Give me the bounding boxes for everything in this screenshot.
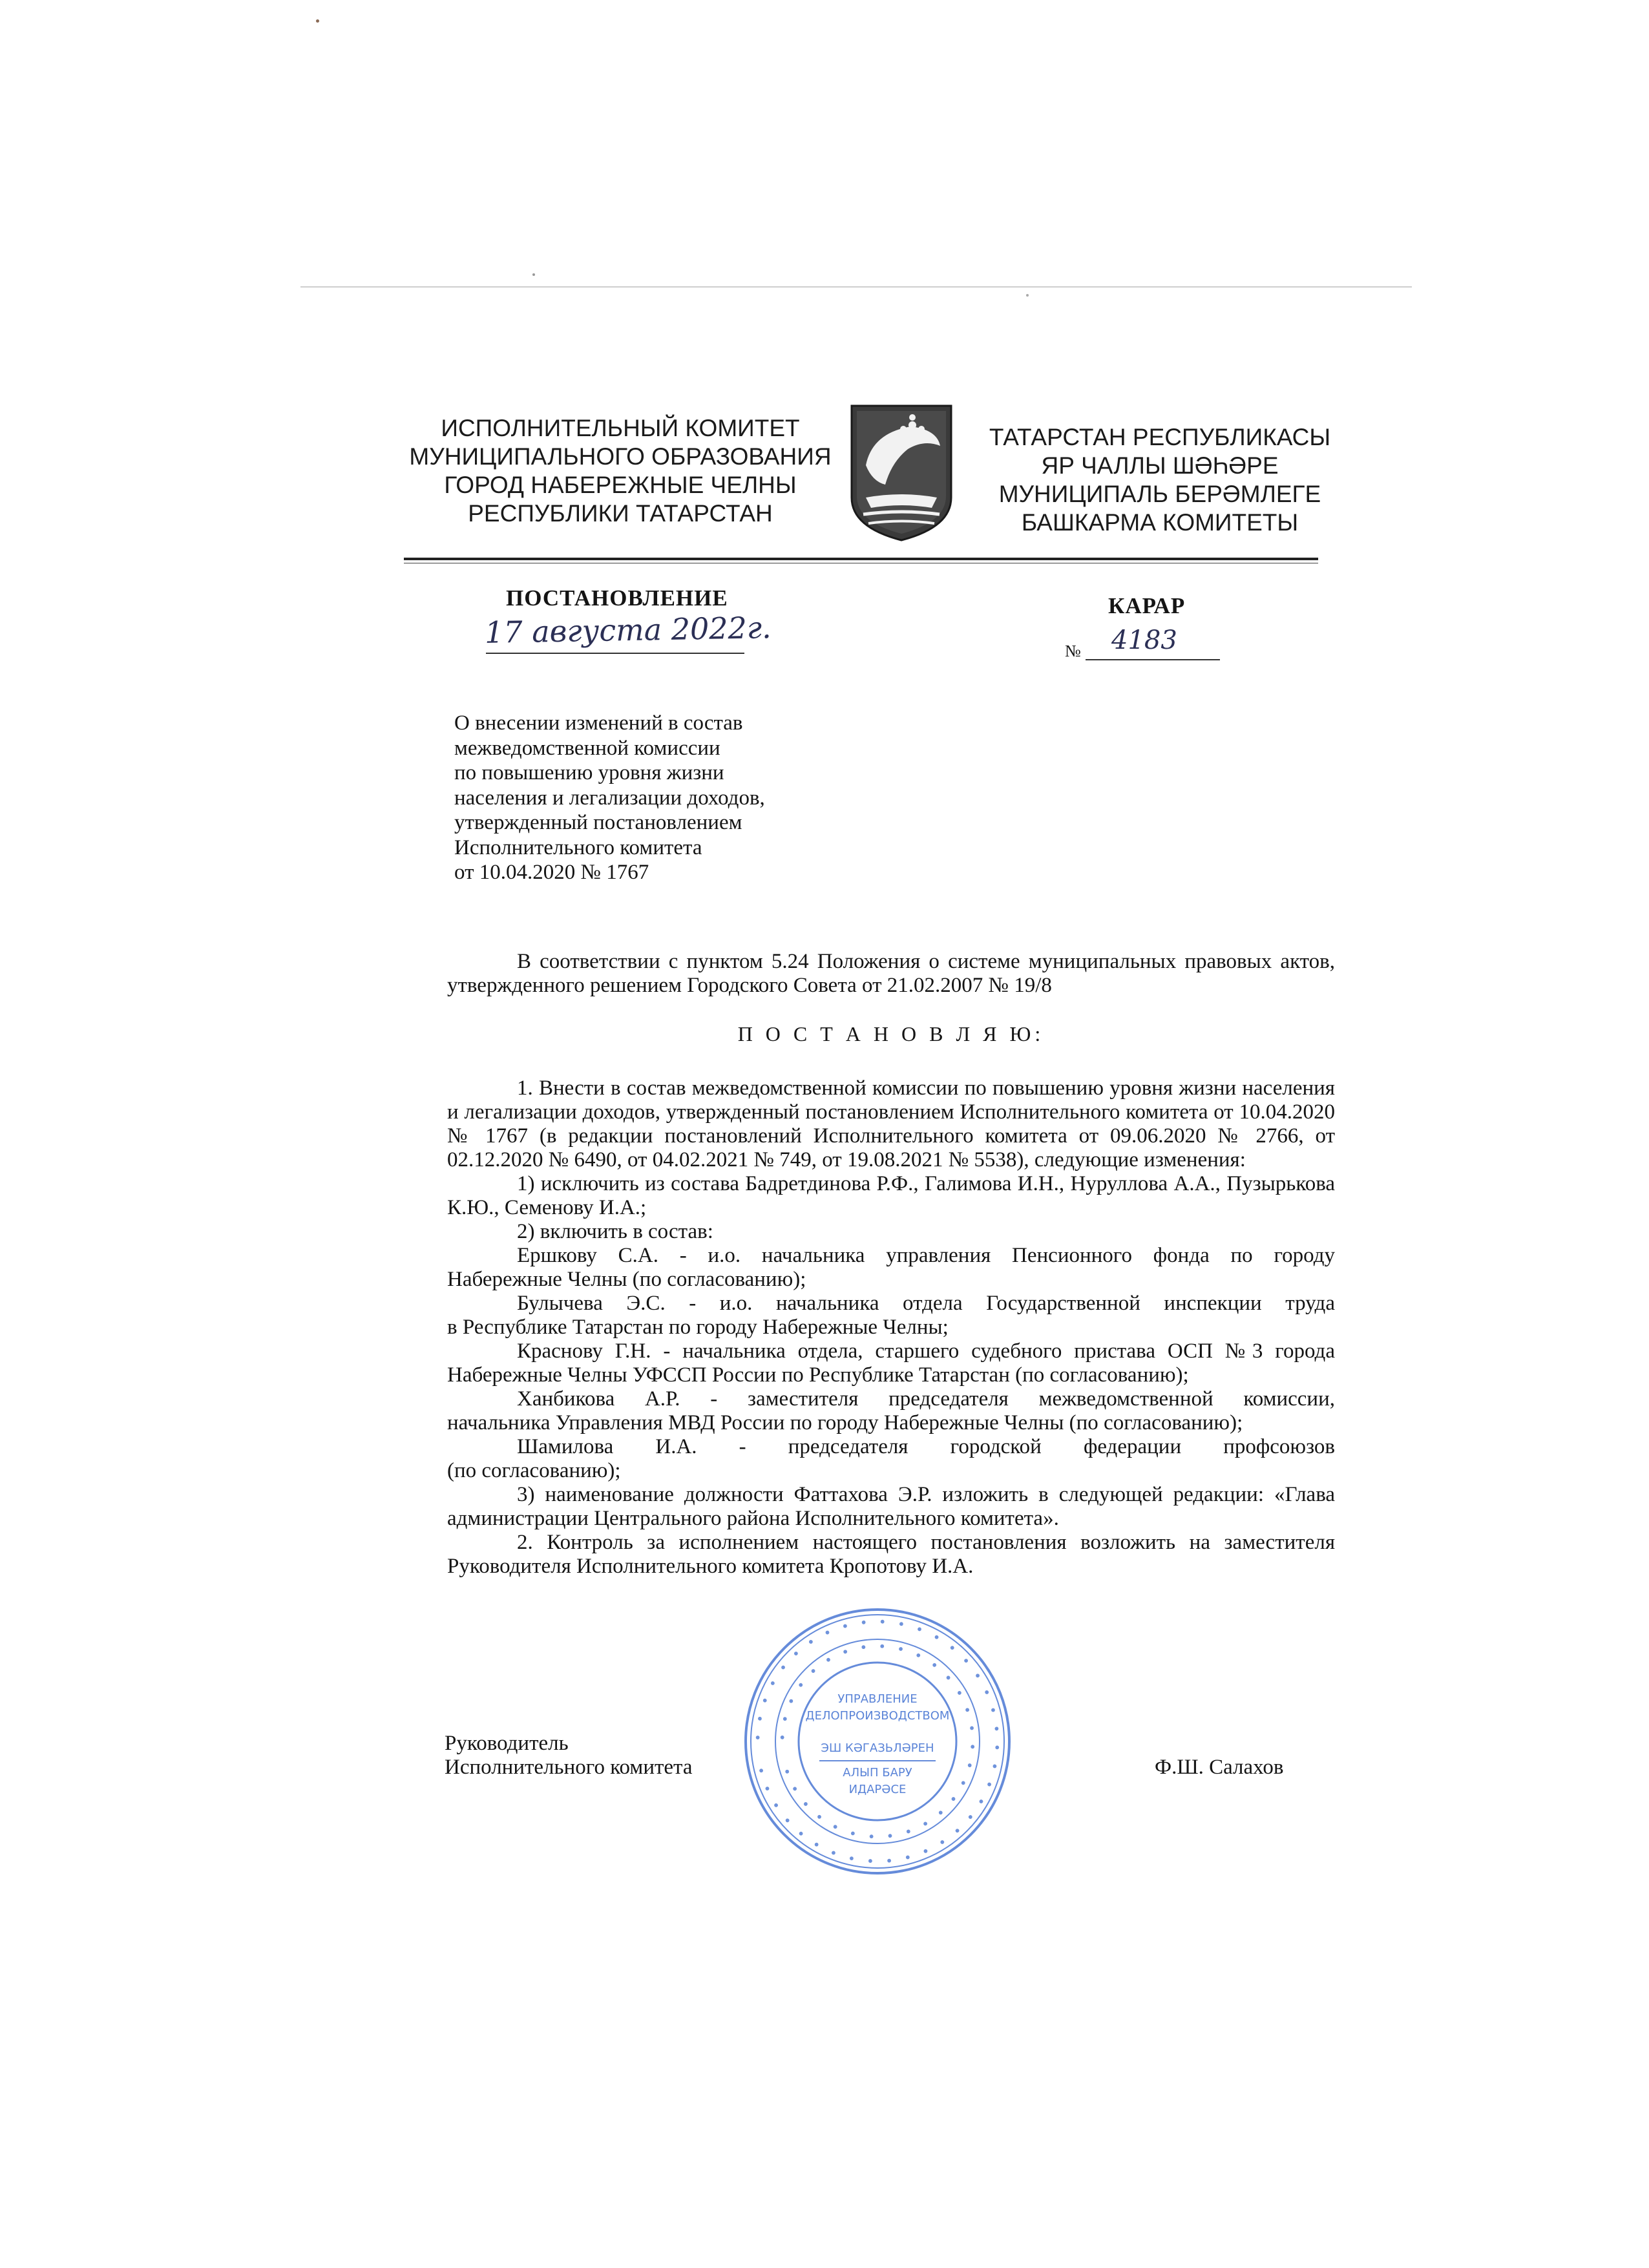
header-right-line: БАШКАРМА КОМИТЕТЫ — [1021, 509, 1299, 536]
official-stamp — [742, 1606, 1013, 1877]
header-left-line: ГОРОД НАБЕРЕЖНЫЕ ЧЕЛНЫ — [444, 472, 797, 498]
member-entry-second-line: Набережные Челны УФССП России по Республике Татарстан (по согласованию); — [447, 1363, 1189, 1387]
header-right-line: МУНИЦИПАЛЬ БЕРӘМЛЕГЕ — [998, 481, 1321, 507]
subject-line: О внесении изменений в состав — [454, 711, 743, 735]
stamp-line: ДЕЛОПРОИЗВОДСТВОМ — [805, 1709, 950, 1723]
item-1-sub-1: 1) исключить из состава Бадретдинова Р.Ф., Галимова И.Н., Нуруллова А.А., Пузырькова К.Ю., Семенову И.А.; — [447, 1172, 1335, 1219]
member-entry-second-line: в Республике Татарстан по городу Набережные Челны; — [447, 1316, 949, 1339]
stamp-line: ЭШ КӘГАЗЬЛӘРЕН — [821, 1741, 934, 1755]
header-right-block — [966, 423, 1354, 537]
document-subject — [454, 711, 907, 885]
member-entry-first-line: Ханбикова А.Р. - заместителя председателя межведомственной комиссии, — [517, 1387, 1335, 1411]
header-right-line: ЯР ЧАЛЛЫ ШӘҺӘРЕ — [1041, 452, 1279, 479]
subject-line: утвержденный постановлением — [454, 811, 742, 834]
subject-line: по повышению уровня жизни — [454, 761, 724, 784]
stamp-line: ИДАРӘСЕ — [848, 1783, 907, 1796]
member-entry-first-line: Ершкову С.А. - и.о. начальника управления Пенсионного фонда по городу — [517, 1244, 1335, 1267]
header-divider — [404, 558, 1318, 560]
member-entry-first-line: Шамилова И.А. - председателя городской федерации профсоюзов — [517, 1435, 1335, 1458]
preamble — [447, 950, 1335, 998]
doc-type-right: КАРАР — [1108, 593, 1186, 618]
number-underline — [1086, 659, 1220, 660]
header-right-line: ТАТАРСТАН РЕСПУБЛИКАСЫ — [989, 424, 1331, 450]
signatory-title-line1: Руководитель — [445, 1732, 569, 1755]
member-entry-first-line: Булычева Э.С. - и.о. начальника отдела Государственной инспекции труда — [517, 1292, 1335, 1315]
coat-of-arms-emblem — [846, 401, 956, 543]
scan-speck — [316, 19, 319, 23]
handwritten-date: 17 августа 2022г. — [484, 610, 772, 650]
signatory-title-line2: Исполнительного комитета — [445, 1756, 693, 1779]
item-2: 2. Контроль за исполнением настоящего постановления возложить на заместителя Руководителя Исполнительного комитета Кропотову И.А. — [447, 1531, 1335, 1578]
member-entry-second-line: начальника Управления МВД России по городу Набережные Челны (по согласованию); — [447, 1411, 1243, 1434]
svg-text:• • • • • • • • • • • • • • •: • • • • • • • • • • • • • • • • • • • • • • • • • • • • • • • • • • • • • • • — [750, 1613, 1005, 1869]
scan-edge-line — [300, 286, 1412, 288]
scan-speck — [532, 273, 535, 276]
preamble-text: В соответствии с пунктом 5.24 Положения о системе муниципальных правовых актов, утвержденного решением Городского Совета от 21.02.2007 № 19/8 — [447, 950, 1335, 997]
header-left-line: ИСПОЛНИТЕЛЬНЫЙ КОМИТЕТ — [441, 415, 800, 441]
item-1: 1. Внести в состав межведомственной комиссии по повышению уровня жизни населения и легализации доходов, утвержденный постановлением Исполнительного комитета от 10.04.2020 № 1767 (в редакции постановлений Исполнительного комитета от 09.06.2020 № 2766, от 02.12.2020 № 6490, от 04.02.2021 № 749, от 19.08.2021 № 5538), следующие изменения: — [447, 1076, 1335, 1171]
header-left-line: МУНИЦИПАЛЬНОГО ОБРАЗОВАНИЯ — [409, 443, 832, 470]
doc-type-left: ПОСТАНОВЛЕНИЕ — [506, 585, 728, 611]
subject-line: населения и легализации доходов, — [454, 786, 765, 810]
subject-line: межведомственной комиссии — [454, 736, 720, 760]
stamp-line: АЛЫП БАРУ — [843, 1766, 912, 1780]
scan-speck — [1026, 294, 1029, 297]
header-left-line: РЕСПУБЛИКИ ТАТАРСТАН — [468, 500, 773, 527]
member-entry-second-line: Набережные Челны (по согласованию); — [447, 1268, 806, 1291]
date-underline — [486, 653, 744, 654]
decree-heading: П О С Т А Н О В Л Я Ю: — [737, 1022, 1045, 1045]
member-entry-second-line: (по согласованию); — [447, 1459, 621, 1482]
subject-line: Исполнительного комитета — [454, 835, 702, 859]
member-entry-first-line: Краснову Г.Н. - начальника отдела, старшего судебного пристава ОСП №3 города — [517, 1339, 1335, 1363]
decree-body — [447, 1076, 1335, 1579]
item-1-sub-3: 3) наименование должности Фаттахова Э.Р. изложить в следующей редакции: «Глава администрации Центрального района Исполнительного комитета». — [447, 1483, 1335, 1530]
signatory-name: Ф.Ш. Салахов — [1155, 1756, 1284, 1779]
svg-text:• • • • • • • • • • • • • • •: • • • • • • • • • • • • • • • • • • • • • • • • • • • • • • • — [774, 1638, 981, 1845]
number-label: № — [1065, 642, 1081, 660]
header-left-block — [401, 414, 840, 528]
stamp-line: УПРАВЛЕНИЕ — [837, 1692, 918, 1706]
handwritten-number: 4183 — [1111, 625, 1177, 655]
subject-line: от 10.04.2020 № 1767 — [454, 861, 649, 884]
item-1-sub-2: 2) включить в состав: — [517, 1220, 713, 1243]
